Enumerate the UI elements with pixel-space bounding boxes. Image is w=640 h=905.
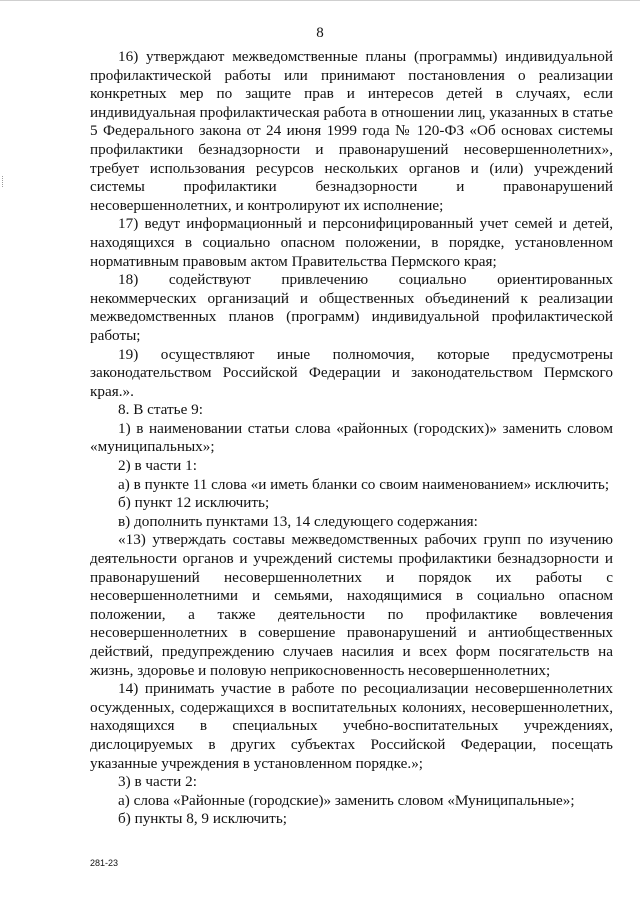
paragraph-subitem-a: а) в пункте 11 слова «и иметь бланки со своим наименованием» исключить; bbox=[118, 475, 610, 493]
top-edge-line bbox=[0, 0, 640, 4]
document-body bbox=[90, 48, 613, 829]
paragraph-item-16: 16) утверждают межведомственные планы (программы) индивидуальной профилактической работы или принимают постановления о реализации конкретных мер по защите прав и интересов детей в случаях, если индивидуальная профилактическая работа в отношении лиц, указанных в статье 5 Федерального закона от 24 июня 1999 года № 120-ФЗ «Об основах системы профилактики безнадзорности и правонарушений несовершеннолетних», требует использования ресурсов нескольких органов и (или) учреждений системы профилактики безнадзорности и правонарушений несовершеннолетних, и контролируют их исполнение; bbox=[90, 48, 613, 214]
document-code: 281-23 bbox=[90, 858, 119, 868]
paragraph-article-9-heading: 8. В статье 9: bbox=[118, 401, 203, 419]
paragraph-new-item-14: 14) принимать участие в работе по ресоциализации несовершеннолетних осужденных, содержащихся в воспитательных колониях, несовершеннолетних, находящихся в специальных учебно-воспитательных учреждениях, дислоцируемых в других субъектах Российской Федерации, посещать указанные учреждения в установленном порядке.»; bbox=[90, 680, 613, 772]
paragraph-article-9-item-1: 1) в наименовании статьи слова «районных (городских)» заменить словом «муниципальных»; bbox=[90, 419, 613, 456]
paragraph-item-18: 18) содействуют привлечению социально ориентированных некоммерческих организаций и общественных объединений к реализации межведомственных планов (программ) индивидуальной профилактической работы; bbox=[90, 271, 613, 344]
paragraph-new-item-13: «13) утверждать составы межведомственных рабочих групп по изучению деятельности органов и учреждений системы профилактики безнадзорности и правонарушений несовершеннолетних и порядок их работы с несовершеннолетними и семьями, находящимися в социально опасном положении, а также деятельности по профилактике вовлечения несовершеннолетних в совершение правонарушений и антиобщественных действий, предупреждению случаев насилия и всех форм посягательств на жизнь, здоровье и половую неприкосновенность несовершеннолетних; bbox=[90, 531, 613, 679]
margin-mark bbox=[2, 176, 6, 187]
paragraph-subitem-b: б) пункт 12 исключить; bbox=[118, 494, 270, 512]
page-number: 8 bbox=[316, 25, 324, 41]
paragraph-article-9-item-2: 2) в части 1: bbox=[118, 457, 197, 475]
paragraph-part-2-subitem-a: а) слова «Районные (городские)» заменить словом «Муниципальные»; bbox=[118, 791, 575, 809]
paragraph-item-17: 17) ведут информационный и персонифицированный учет семей и детей, находящихся в социально опасном положении, в порядке, установленном нормативным правовым актом Правительства Пермского края; bbox=[90, 215, 613, 270]
paragraph-part-2-subitem-b: б) пункты 8, 9 исключить; bbox=[118, 810, 287, 828]
paragraph-item-19: 19) осуществляют иные полномочия, которые предусмотрены законодательством Российской Федерации и законодательством Пермского края.». bbox=[90, 345, 613, 400]
paragraph-subitem-v: в) дополнить пунктами 13, 14 следующего содержания: bbox=[118, 512, 478, 530]
paragraph-article-9-item-3: 3) в части 2: bbox=[118, 773, 197, 791]
